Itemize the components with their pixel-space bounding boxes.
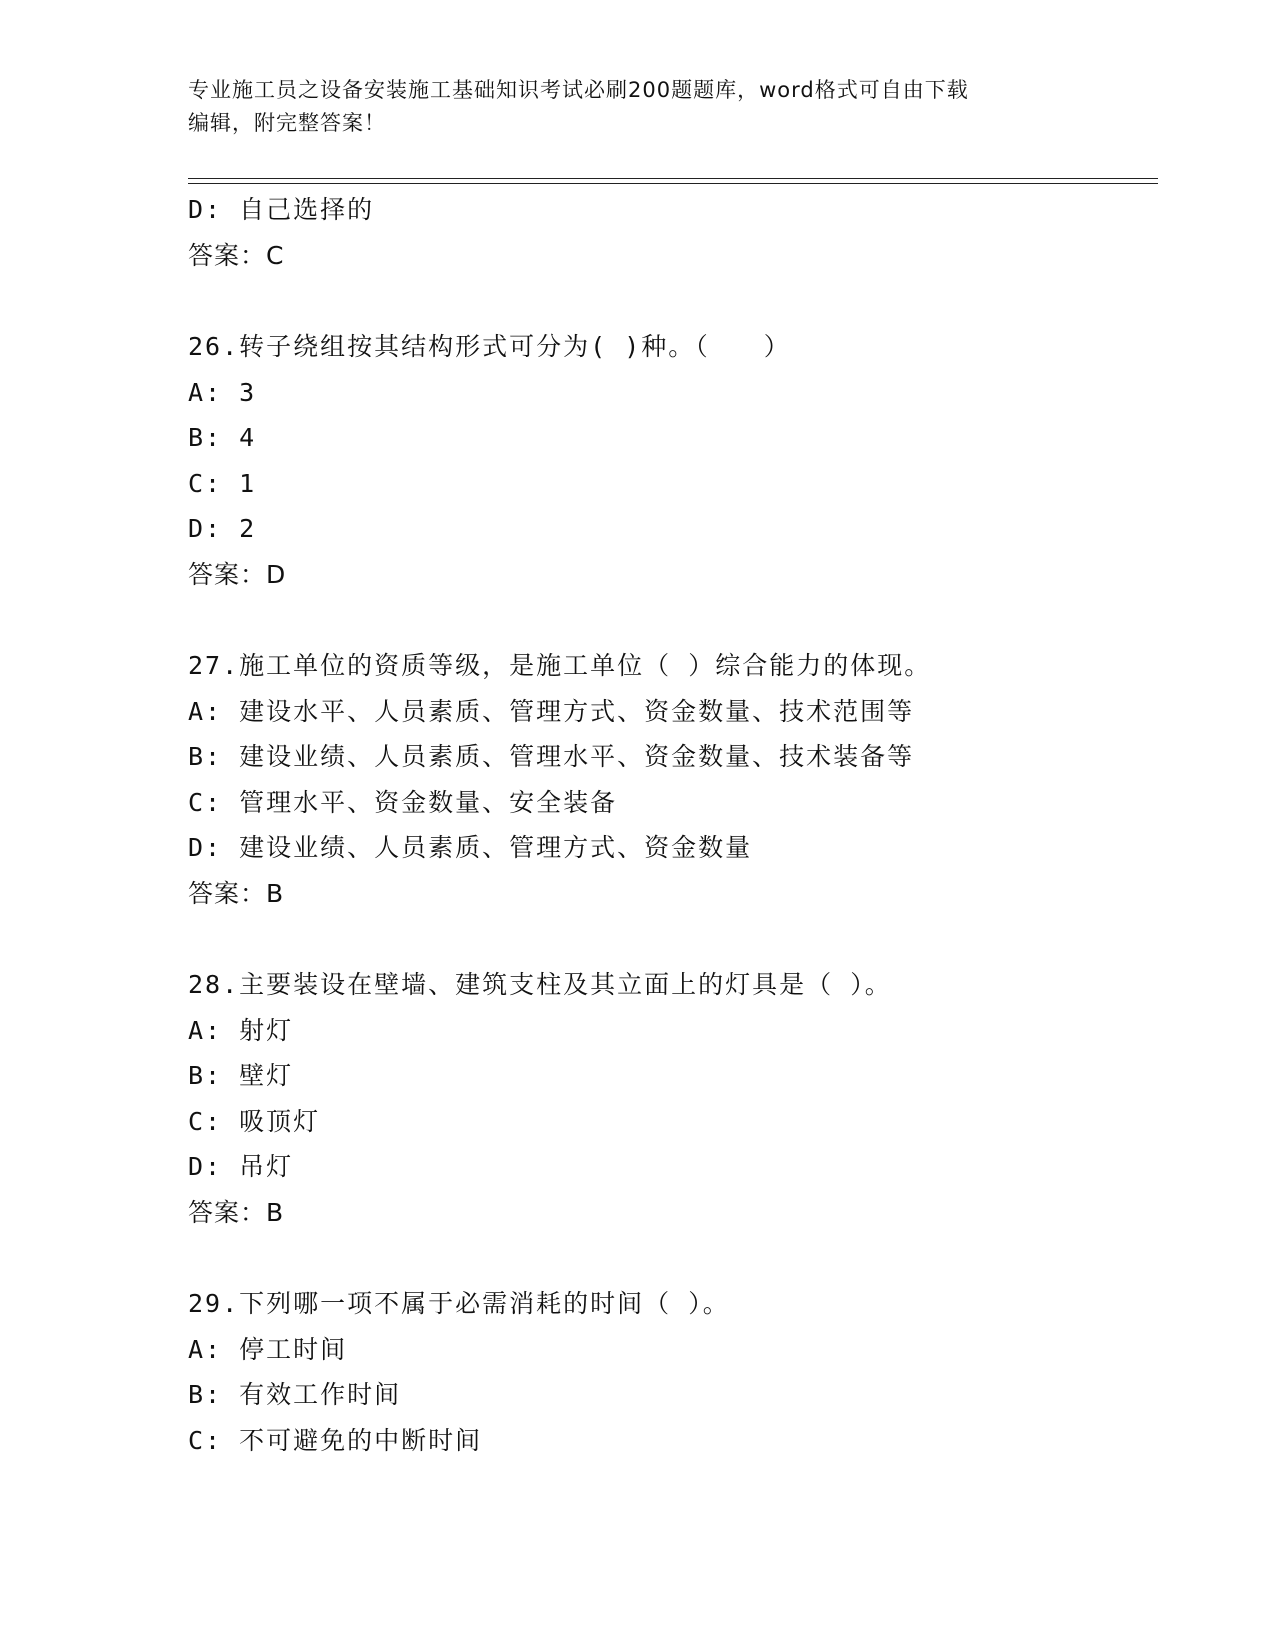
prev-question-option-d: D: 自己选择的: [188, 195, 375, 224]
answer: 答案：D: [188, 559, 287, 589]
spacer: [188, 916, 1168, 962]
header-title-line-1: 专业施工员之设备安装施工基础知识考试必刷200题题库，word格式可自由下载: [188, 78, 969, 102]
question-list: [188, 187, 1168, 1463]
answer: 答案：B: [188, 878, 285, 908]
page-header: [188, 74, 1088, 140]
header-divider-bottom: [188, 183, 1158, 184]
option-b: B: 有效工作时间: [188, 1380, 402, 1409]
question-27: [188, 643, 1168, 916]
option-d: D: 吊灯: [188, 1152, 294, 1181]
question-stem: 26.转子绕组按其结构形式可分为( )种。（ ）: [188, 332, 791, 361]
question-26: [188, 324, 1168, 597]
question-stem: 29.下列哪一项不属于必需消耗的时间（ ）。: [188, 1289, 730, 1318]
option-c: C: 吸顶灯: [188, 1106, 321, 1136]
question-29: [188, 1281, 1168, 1463]
question-28: [188, 962, 1168, 1235]
prev-question-answer: 答案：C: [188, 240, 285, 270]
answer: 答案：B: [188, 1197, 285, 1227]
spacer: [188, 1235, 1168, 1281]
option-b: B: 壁灯: [188, 1061, 294, 1090]
spacer: [188, 278, 1168, 324]
option-a: A: 射灯: [188, 1015, 294, 1045]
option-c: C: 1: [188, 468, 257, 498]
option-d: D: 建设业绩、人员素质、管理方式、资金数量: [188, 833, 753, 862]
option-c: C: 管理水平、资金数量、安全装备: [188, 787, 618, 817]
option-a: A: 3: [188, 377, 257, 407]
option-b: B: 4: [188, 423, 257, 452]
option-d: D: 2: [188, 514, 257, 543]
option-c: C: 不可避免的中断时间: [188, 1425, 483, 1455]
option-b: B: 建设业绩、人员素质、管理水平、资金数量、技术装备等: [188, 742, 915, 771]
question-stem: 27.施工单位的资质等级，是施工单位（ ）综合能力的体现。: [188, 651, 932, 680]
header-title-line-2: 编辑，附完整答案！: [188, 111, 386, 135]
header-divider-top: [188, 178, 1158, 179]
option-a: A: 建设水平、人员素质、管理方式、资金数量、技术范围等: [188, 696, 915, 726]
spacer: [188, 597, 1168, 643]
option-a: A: 停工时间: [188, 1334, 348, 1364]
question-stem: 28.主要装设在壁墙、建筑支柱及其立面上的灯具是（ ）。: [188, 970, 892, 999]
